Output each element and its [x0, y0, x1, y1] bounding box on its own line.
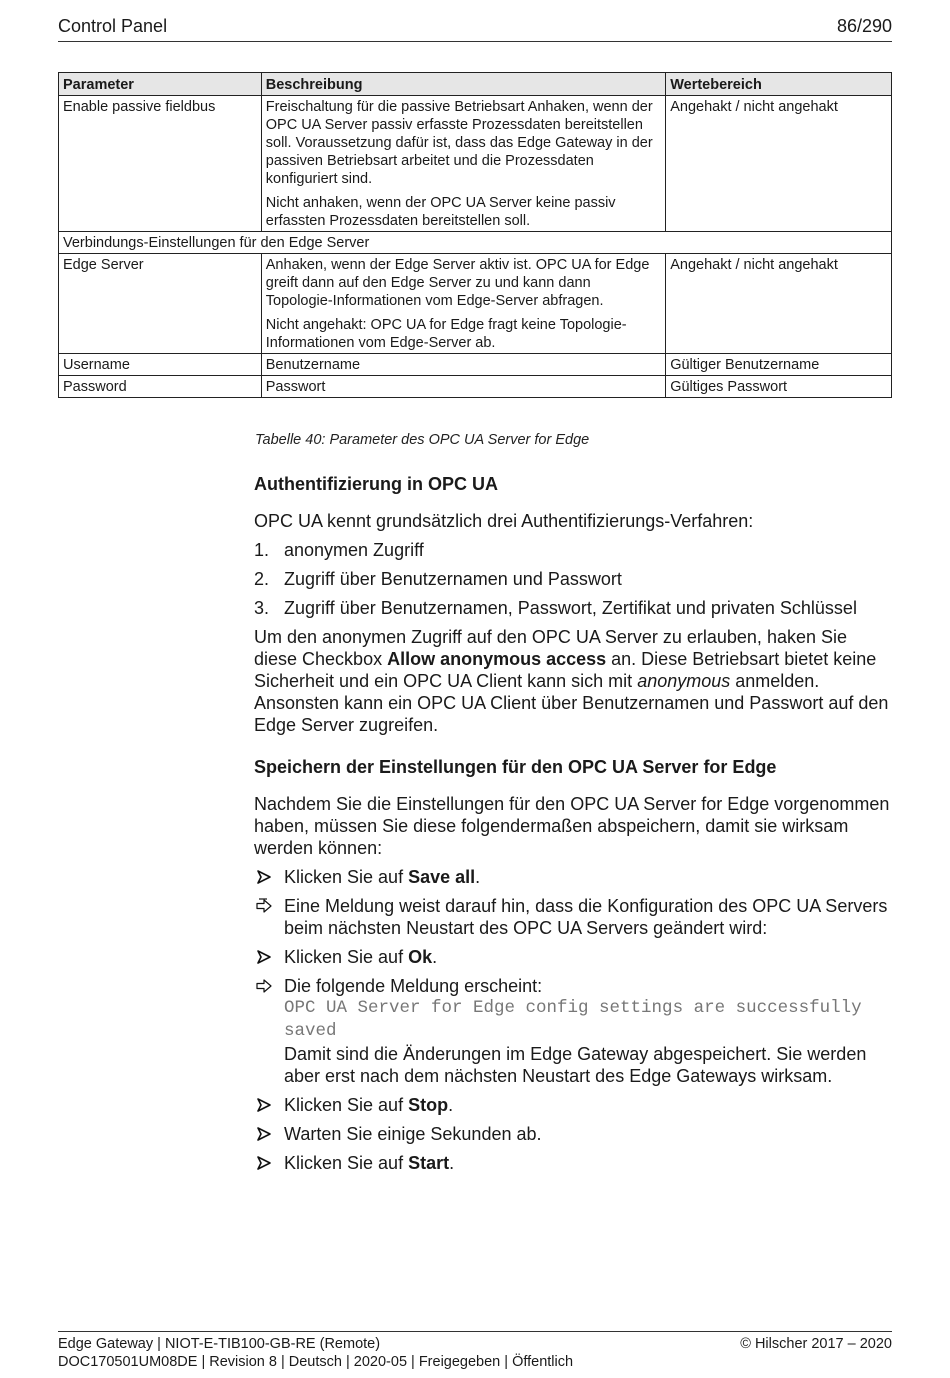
- param-cell: Username: [59, 354, 262, 376]
- result-note: Damit sind die Änderungen im Edge Gateway abgespeichert. Sie werden aber erst nach dem nächsten Neustart des Edge Gateways wirksam.: [284, 1044, 867, 1086]
- login-name: anonymous: [637, 671, 731, 691]
- auth-paragraph: [254, 626, 894, 736]
- setting-name: Allow anonymous access: [387, 649, 607, 669]
- step-text: .: [448, 1095, 454, 1115]
- table-section-row: [59, 232, 892, 254]
- range-cell: Gültiges Passwort: [666, 376, 892, 398]
- table-header-row: [59, 73, 892, 96]
- button-name: Save all: [408, 867, 476, 887]
- step-text: Klicken Sie auf: [284, 947, 409, 967]
- save-heading: Speichern der Einstellungen für den OPC UA Server for Edge: [254, 757, 777, 777]
- copyright: © Hilscher 2017 – 2020: [740, 1336, 892, 1352]
- description-text: Nicht anhaken, wenn der OPC UA Server keine passiv erfassten Prozessdaten bereitstellen soll.: [265, 195, 616, 229]
- button-name: Start: [408, 1153, 450, 1173]
- step-item: [254, 1152, 894, 1174]
- description-text: Freischaltung für die passive Betriebsart Anhaken, wenn der OPC UA Server passiv erfasste Prozessdaten bereitstellen soll. Voraussetzung dafür ist, dass das Edge Gateway in der passiven Betriebsart arbeitet und die Prozessdaten konfiguriert sind.: [265, 99, 653, 187]
- footer-line: DOC170501UM08DE | Revision 8 | Deutsch | 2020-05 | Freigegeben | Öffentlich: [58, 1354, 574, 1370]
- list-text: Zugriff über Benutzernamen und Passwort: [284, 569, 622, 589]
- paragraph-text: anmelden. Ansonsten kann ein OPC UA Client über Benutzernamen und Passwort auf den Edge Server zugreifen.: [254, 671, 889, 735]
- column-header: Beschreibung: [261, 73, 665, 96]
- button-name: Stop: [408, 1095, 449, 1115]
- table-row: [59, 254, 892, 354]
- param-cell: Edge Server: [59, 254, 262, 354]
- step-item: [254, 866, 894, 888]
- arrowhead-step-icon: [255, 1094, 275, 1116]
- result-item: [254, 895, 894, 939]
- step-item: [254, 1094, 894, 1116]
- list-number: 3.: [254, 598, 270, 618]
- list-item: [254, 597, 894, 619]
- description-cell: [261, 254, 665, 354]
- page-number: 86/290: [836, 16, 892, 36]
- result-text: Die folgende Meldung erscheint:: [284, 976, 543, 996]
- footer-line: Edge Gateway | NIOT-E-TIB100-GB-RE (Remote): [58, 1336, 381, 1352]
- param-cell: Enable passive fieldbus: [59, 96, 262, 232]
- result-item: [254, 975, 894, 1087]
- column-header: Wertebereich: [666, 73, 892, 96]
- section-cell: Verbindungs-Einstellungen für den Edge Server: [59, 232, 892, 254]
- arrowhead-step-icon: [255, 1123, 275, 1145]
- main-content: [254, 473, 894, 1181]
- table-row: [59, 376, 892, 398]
- list-number: 2.: [254, 569, 270, 589]
- hollow-arrow-result-icon: [255, 975, 275, 997]
- result-text: Eine Meldung weist darauf hin, dass die Konfiguration des OPC UA Servers beim nächsten Neustart des OPC UA Servers geändert wird:: [284, 896, 888, 938]
- table-row: [59, 96, 892, 232]
- step-text: Warten Sie einige Sekunden ab.: [284, 1124, 542, 1144]
- range-cell: Angehakt / nicht angehakt: [666, 96, 892, 232]
- range-cell: Gültiger Benutzername: [666, 354, 892, 376]
- list-text: anonymen Zugriff: [284, 540, 424, 560]
- hollow-arrow-result-icon: [255, 895, 275, 917]
- description-cell: Passwort: [261, 376, 665, 398]
- auth-intro: OPC UA kennt grundsätzlich drei Authentifizierungs-Verfahren:: [254, 511, 754, 531]
- section-title: Control Panel: [58, 16, 168, 36]
- description-text: Anhaken, wenn der Edge Server aktiv ist. OPC UA for Edge greift dann auf den Edge Server zu und kann dann Topologie-Informationen vom Edge-Server abfragen.: [265, 257, 650, 309]
- message-text: OPC UA Server for Edge config settings are successfully saved: [284, 998, 862, 1041]
- arrowhead-step-icon: [255, 1152, 275, 1174]
- step-text: .: [475, 867, 481, 887]
- step-text: .: [449, 1153, 455, 1173]
- paragraph-text: an. Diese Betriebsart bietet keine Sicherheit und ein OPC UA Client kann sich mit: [254, 649, 877, 691]
- auth-heading: Authentifizierung in OPC UA: [254, 474, 498, 494]
- save-intro: Nachdem Sie die Einstellungen für den OPC UA Server for Edge vorgenommen haben, müssen Sie diese folgendermaßen abspeichern, damit sie wirksam werden können:: [254, 794, 890, 858]
- step-text: Klicken Sie auf: [284, 1095, 409, 1115]
- list-text: Zugriff über Benutzernamen, Passwort, Zertifikat und privaten Schlüssel: [284, 598, 857, 618]
- save-steps-list: [254, 866, 894, 1174]
- parameter-table: [58, 72, 892, 398]
- description-cell: Benutzername: [261, 354, 665, 376]
- description-cell: [261, 96, 665, 232]
- param-cell: Password: [59, 376, 262, 398]
- step-item: [254, 1123, 894, 1145]
- step-item: [254, 946, 894, 968]
- step-text: .: [432, 947, 438, 967]
- auth-methods-list: [254, 539, 894, 619]
- page-header: [58, 16, 892, 42]
- button-name: Ok: [408, 947, 433, 967]
- step-text: Klicken Sie auf: [284, 867, 409, 887]
- range-cell: Angehakt / nicht angehakt: [666, 254, 892, 354]
- step-text: Klicken Sie auf: [284, 1153, 409, 1173]
- column-header: Parameter: [59, 73, 262, 96]
- description-text: Nicht angehakt: OPC UA for Edge fragt keine Topologie-Informationen vom Edge-Server ab.: [265, 317, 627, 351]
- page-footer: [58, 1331, 892, 1371]
- list-item: [254, 539, 894, 561]
- table-caption: Tabelle 40: Parameter des OPC UA Server for Edge: [255, 432, 590, 448]
- paragraph-text: Um den anonymen Zugriff auf den OPC UA Server zu erlauben, haken Sie diese Checkbox: [254, 627, 847, 669]
- list-item: [254, 568, 894, 590]
- table-row: [59, 354, 892, 376]
- list-number: 1.: [254, 540, 270, 560]
- arrowhead-step-icon: [255, 946, 275, 968]
- arrowhead-step-icon: [255, 866, 275, 888]
